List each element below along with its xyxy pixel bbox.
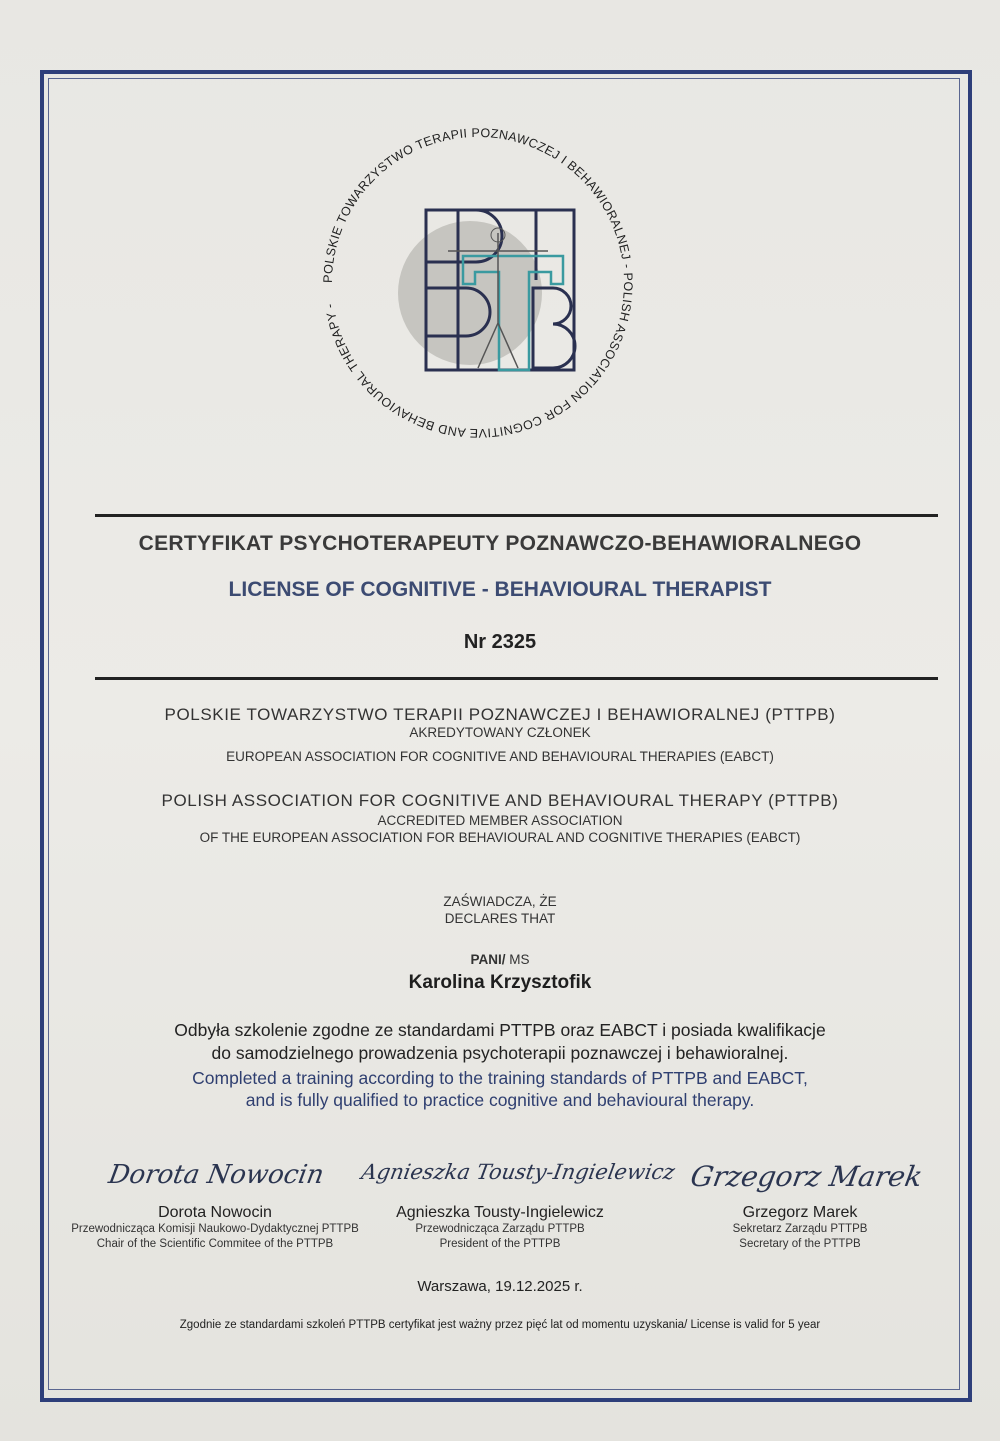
validity-en: License is valid for 5 year — [690, 1319, 821, 1331]
declares-pl: ZAŚWIADCZA, ŻE — [443, 894, 557, 909]
statement-en-2: and is fully qualified to practice cognitive and behavioural therapy. — [245, 1090, 755, 1110]
org-accredited-en: ACCREDITED MEMBER ASSOCIATION — [377, 813, 623, 828]
top-divider — [95, 514, 938, 517]
statement-pl-1: Odbyła szkolenie zgodne ze standardami PTTPB oraz EABCT i posiada kwalifikacje — [174, 1020, 826, 1040]
pttpb-logo-icon — [398, 210, 575, 370]
salutation-en: MS — [505, 952, 530, 967]
certificate-title-en: LICENSE OF COGNITIVE - BEHAVIOURAL THERAPIST — [228, 578, 772, 601]
salutation — [0, 952, 1000, 967]
signatory-role-en: President of the PTTPB — [439, 1238, 561, 1250]
certificate-number: Nr 2325 — [463, 631, 537, 653]
signatory-role-pl: Przewodnicząca Zarządu PTTPB — [415, 1223, 585, 1235]
signatory-role-pl: Przewodnicząca Komisji Naukowo-Dydaktycznej PTTPB — [71, 1223, 359, 1235]
org-name-en: POLISH ASSOCIATION FOR COGNITIVE AND BEHAVIOURAL THERAPY (PTTPB) — [161, 791, 839, 810]
signatory-1 — [70, 1160, 360, 1252]
validity-pl: Zgodnie ze standardami szkoleń PTTPB certyfikat jest ważny przez pięć lat od momentu uzyskania/ — [179, 1319, 691, 1331]
signatory-role-en: Secretary of the PTTPB — [739, 1238, 861, 1250]
signatory-name: Agnieszka Tousty-Ingielewicz — [396, 1204, 604, 1221]
signatory-name: Dorota Nowocin — [158, 1204, 272, 1221]
org-eabct-en: OF THE EUROPEAN ASSOCIATION FOR BEHAVIOURAL AND COGNITIVE THERAPIES (EABCT) — [199, 830, 801, 845]
salutation-pl: PANI/ — [470, 952, 506, 967]
org-accredited-pl: AKREDYTOWANY CZŁONEK — [409, 725, 591, 740]
signatory-3 — [688, 1160, 926, 1252]
signature-grzegorz-marek: Grzegorz Marek — [688, 1160, 926, 1193]
validity-note — [0, 1319, 1000, 1331]
declares-en: DECLARES THAT — [444, 911, 556, 926]
statement-en-1: Completed a training according to the training standards of PTTPB and EABCT, — [192, 1068, 808, 1088]
signatory-name: Grzegorz Marek — [742, 1204, 858, 1221]
seal-ring-text: POLSKIE TOWARZYSTWO TERAPII POZNAWCZEJ I BEHAWIORALNEJ - POLISH ASSOCIATION FOR COGNITIVE AND BEHAVIOURAL THERAPY - — [320, 125, 636, 441]
pttpb-seal — [318, 123, 638, 443]
signatory-2 — [359, 1160, 677, 1252]
signatory-role-pl: Sekretarz Zarządu PTTPB — [732, 1223, 868, 1235]
statement-pl-2: do samodzielnego prowadzenia psychoterapii poznawczej i behawioralnej. — [211, 1043, 789, 1063]
org-eabct-pl: EUROPEAN ASSOCIATION FOR COGNITIVE AND BEHAVIOURAL THERAPIES (EABCT) — [226, 749, 774, 764]
signature-agnieszka-tousty-ingielewicz: Agnieszka Tousty-Ingielewicz — [359, 1160, 677, 1184]
signatory-role-en: Chair of the Scientific Commitee of the PTTPB — [96, 1238, 334, 1250]
org-name-pl: POLSKIE TOWARZYSTWO TERAPII POZNAWCZEJ I BEHAWIORALNEJ (PTTPB) — [164, 705, 836, 724]
bottom-divider — [95, 677, 938, 680]
recipient-name: Karolina Krzysztofik — [408, 972, 592, 993]
signature-dorota-nowocin: Dorota Nowocin — [106, 1160, 327, 1190]
certificate-title-pl: CERTYFIKAT PSYCHOTERAPEUTY POZNAWCZO-BEHAWIORALNEGO — [138, 532, 862, 555]
place-and-date: Warszawa, 19.12.2025 r. — [417, 1278, 583, 1295]
